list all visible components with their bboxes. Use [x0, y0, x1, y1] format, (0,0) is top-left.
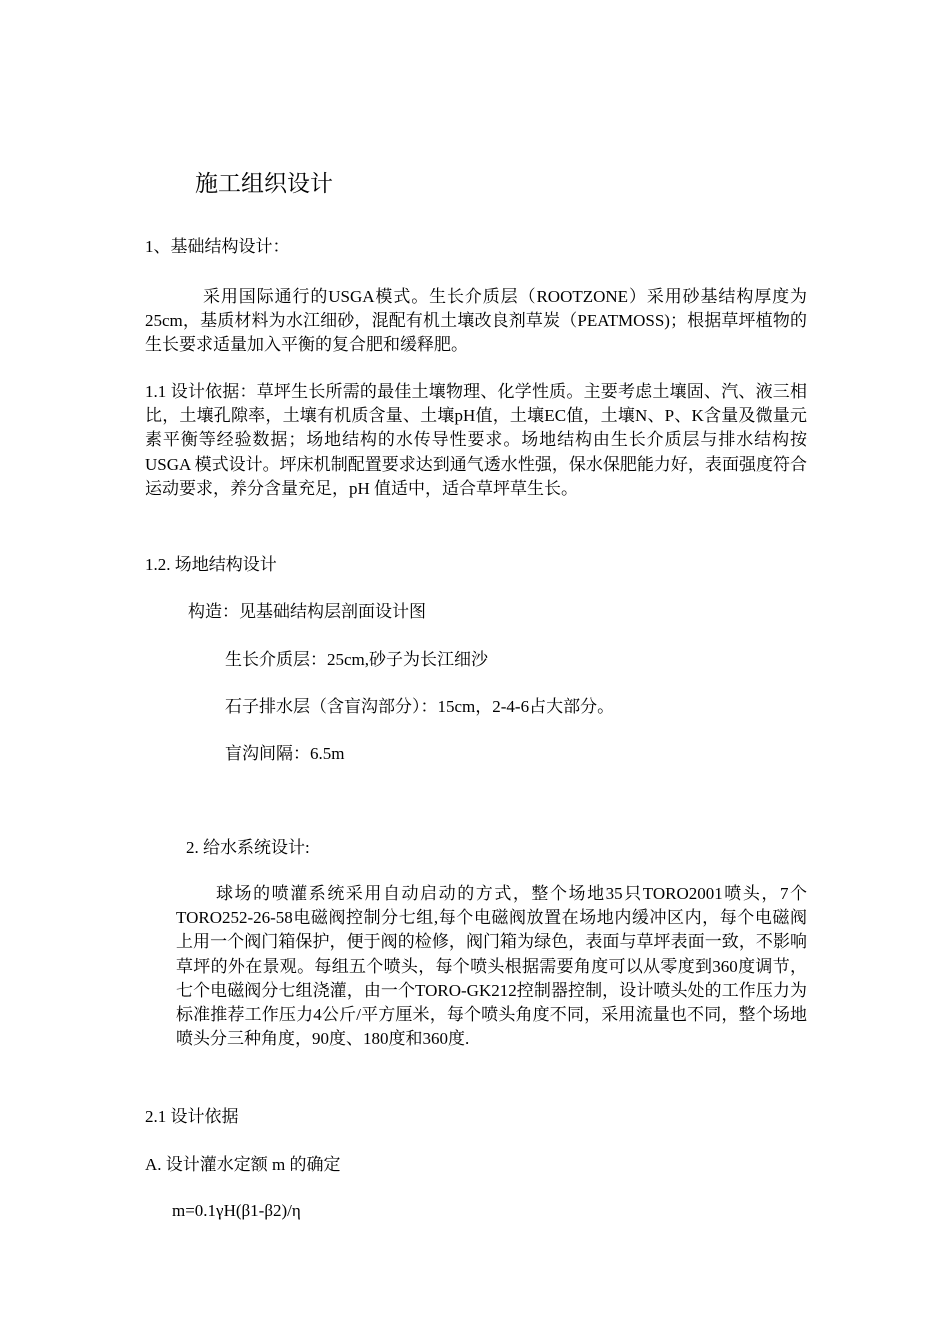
section-heading-1: 1、基础结构设计： — [145, 237, 290, 256]
ditch-spacing-spec: 盲沟间隔：6.5m — [225, 744, 345, 763]
growth-layer-spec: 生长介质层：25cm,砂子为长江细沙 — [225, 650, 489, 669]
paragraph-design-basis: 1.1 设计依据：草坪生长所需的最佳土壤物理、化学性质。主要考虑土壤固、汽、液三相比，土壤孔隙率，土壤有机质含量、土壤pH值，土壤EC值，土壤N、P、K含量及微量元素平衡等经验数据；场地结构的水传导性要求。场地结构由生长介质层与排水结构按 USGA 模式设计。坪床机制配置要求达到通气透水性强，保水保肥能力好，表面强度符合运动要求，养分含量充足，pH 值适中，适合草坪草生长。 — [145, 382, 807, 498]
formula: m=0.1γH(β1-β2)/η — [172, 1201, 301, 1220]
paragraph-irrigation-system: 球场的喷灌系统采用自动启动的方式，整个场地35只TORO2001喷头，7个TORO252-26-58电磁阀控制分七组,每个电磁阀放置在场地内缓冲区内，每个电磁阀上用一个阀门箱保护，便于阀的检修，阀门箱为绿色，表面与草坪表面一致，不影响草坪的外在景观。每组五个喷头，每个喷头根据需要角度可以从零度到360度调节，七个电磁阀分七组浇灌，由一个TORO-GK212控制器控制，设计喷头处的工作压力为标准推荐工作压力4公斤/平方厘米，每个喷头角度不同，采用流量也不同，整个场地喷头分三种角度，90度、180度和360度. — [176, 884, 807, 1049]
construction-note: 构造：见基础结构层剖面设计图 — [188, 602, 426, 621]
paragraph-usga-model: 采用国际通行的USGA模式。生长介质层（ROOTZONE）采用砂基结构厚度为25cm，基质材料为水江细砂，混配有机土壤改良剂草炭（PEATMOSS)；根据草坪植物的生长要求适量加入平衡的复合肥和缓释肥。 — [145, 287, 807, 355]
section-heading-2: 2. 给水系统设计: — [186, 838, 310, 857]
drain-layer-spec: 石子排水层（含盲沟部分）：15cm，2-4-6占大部分。 — [225, 697, 615, 716]
document-title: 施工组织设计 — [195, 171, 333, 196]
section-heading-1-2: 1.2. 场地结构设计 — [145, 555, 277, 574]
section-heading-a: A. 设计灌水定额 m 的确定 — [145, 1155, 341, 1174]
section-heading-2-1: 2.1 设计依据 — [145, 1107, 239, 1126]
